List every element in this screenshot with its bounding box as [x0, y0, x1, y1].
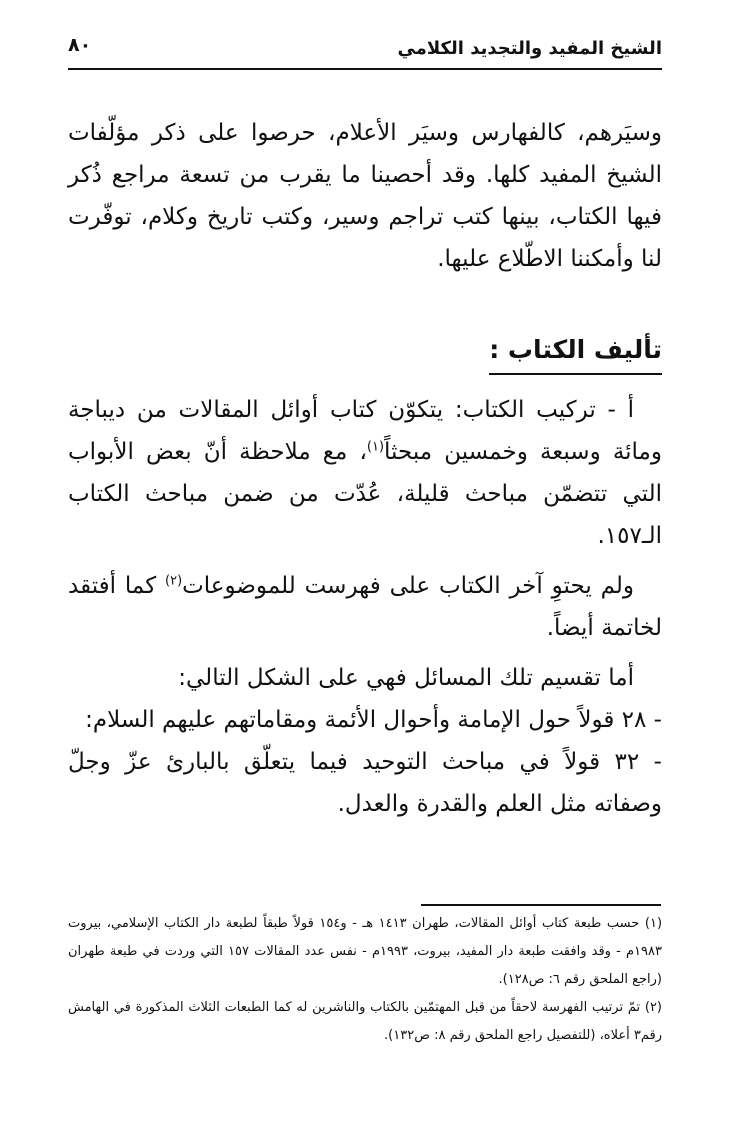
paragraph-a [68, 389, 662, 557]
list-item: - ٣٢ قولاً في مباحث التوحيد فيما يتعلّق بالبارئ عزّ وجلّ وصفاته مثل العلم والقدرة والعدل. [68, 749, 662, 817]
footnote-ref-1: (١) [366, 439, 385, 455]
paragraph-b-text-cont: كما أفتقد لخاتمة أيضاً. [68, 573, 662, 641]
running-title: الشيخ المفيد والتجديد الكلامي [397, 38, 662, 59]
paragraph-b [68, 565, 662, 649]
paragraph-b-text: ولم يحتوِ آخر الكتاب على فهرست للموضوعات [182, 573, 634, 599]
page-number: ٨٠ [68, 34, 92, 56]
intro-paragraph: وسيَرهم، كالفهارس وسيَر الأعلام، حرصوا على ذكر مؤلّفات الشيخ المفيد كلها. وقد أحصينا ما يقرب من تسعة مراجع ذُكر فيها الكتاب، بينها كتب تراجم وسير، وكتب تاريخ وكلام، توفّرت لنا وأمكننا الاطّلاع عليها. [68, 120, 662, 272]
footnote-ref-2: (٢) [165, 573, 183, 589]
section-heading: تأليف الكتاب : [489, 331, 662, 375]
footnote-1: (١) حسب طبعة كتاب أوائل المقالات، طهران ١٤١٣ هـ - و١٥٤ قولاً طبقاً لطبعة دار الكتاب الإسلامي، بيروت ١٩٨٣م - وقد وافقت طبعة دار المفيد، بيروت، ١٩٩٣م - نفس عدد المقالات ١٥٧ التي وردت في طبعة طهران (راجع الملحق رقم ٦: ص١٢٨). [68, 916, 663, 987]
main-text [68, 112, 662, 825]
running-header [68, 30, 662, 70]
footnotes [68, 910, 662, 1050]
division-intro: أما تقسيم تلك المسائل فهي على الشكل التالي: [178, 665, 634, 691]
list-item: - ٢٨ قولاً حول الإمامة وأحوال الأئمة ومقاماتهم عليهم السلام: [85, 707, 662, 733]
paragraph-a-text-cont: ، مع ملاحظة أنّ بعض الأبواب التي تتضمّن مباحث قليلة، عُدّت من ضمن مباحث الكتاب الـ١٥٧. [68, 439, 662, 549]
paragraph-a-text: أ - تركيب الكتاب: يتكوّن كتاب أوائل المقالات من ديباجة ومائة وسبعة وخمسين مبحثاً [68, 397, 662, 465]
footnote-2: (٢) تمّ ترتيب الفهرسة لاحقاً من قبل المهتمّين بالكتاب والناشرين له كما الطبعات الثلاث المذكورة في الهامش رقم٣ أعلاه، (للتفصيل راجع الملحق رقم ٨: ص١٣٢). [68, 1000, 662, 1043]
footnote-divider [421, 904, 661, 906]
